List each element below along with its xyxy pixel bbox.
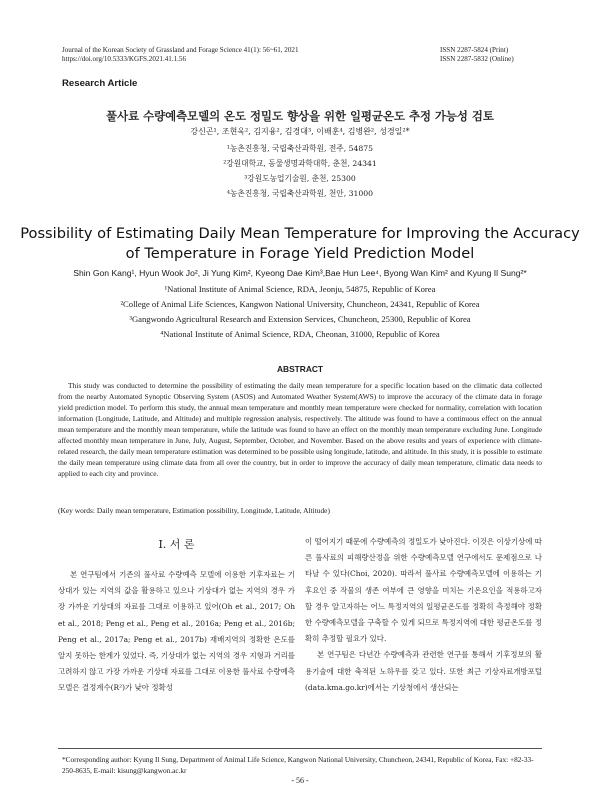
doi-link[interactable]: https://doi.org/10.5333/KGFS.2021.41.1.56 — [62, 55, 187, 64]
body-right-column — [305, 534, 542, 696]
korean-affiliation-3: ³강원도농업기술원, 춘천, 25300 — [244, 174, 356, 183]
body-paragraph: 이 떨어지기 때문에 수량예측의 정밀도가 낮아진다. 이것은 이상기상에 따른 풀사료의 피해량산정을 위한 수량예측모델 연구에서도 문제점으로 나타날 수 있다(Choi, 2020). 따라서 풀사료 수량예측모델에 이용하는 기후요인 중 작물의 생존 여부에 큰 영향을 미치는 기온요인을 적용하고자 할 경우 알고자하는 어느 특정지역의 일평균온도를 정확히 측정해야 정확한 수량예측모델을 구축할 수 있게 되므로 특정지역에 대한 평균온도를 정확히 추정할 필요가 있다. — [305, 537, 542, 644]
journal-header — [62, 46, 299, 65]
journal-citation: Journal of the Korean Society of Grassland and Forage Science 41(1): 56~61, 2021 — [62, 46, 299, 54]
body-paragraph: 본 연구팀은 다년간 수량예측과 관련한 연구를 통해서 기후정보의 활용기술에 대한 축적된 노하우를 갖고 있다. 또한 최근 기상자료개방포털(data.kma.go.kr)에서는 기상청에서 생산되는 — [305, 650, 542, 692]
body-left-column: 본 연구팀에서 기존의 풀사료 수량예측 모델에 이용한 기후자료는 기상대가 있는 지역의 값을 활용하고 있으나 기상대가 없는 지역의 경우 가장 가까운 기상대의 자료를 그대로 이용하고 있어(Oh et al., 2017; Oh et al., 2018; Peng et al., Peng et al., 2016a; Peng et al., 2016b; Peng et al., 2017a; Peng et al., 2017b) 재배지역의 정확한 온도를 알지 못하는 한계가 있었다. 즉, 기상대가 없는 지역의 경우 지형과 거리를 고려하지 않고 가장 가까운 기상대 자료를 그대로 이용한 풀사료 수량예측모델은 결정계수(R²)가 낮아 정확성 — [58, 570, 295, 693]
section-heading-introduction: Ⅰ. 서 론 — [158, 538, 195, 551]
corresponding-author-footnote: *Corresponding author: Kyung Il Sung, Department of Animal Life Science, Kangwon National University, Chuncheon, 24341, Republic of Korea, Fax: +82-33-250-8635, E-mail: kisung@kangwon.ac.kr — [62, 755, 534, 776]
issn-print: ISSN 2287-5824 (Print) — [440, 46, 509, 54]
english-affiliation-4: ⁴National Institute of Animal Science, RDA, Cheonan, 31000, Republic of Korea — [160, 329, 440, 339]
english-affiliation-2: ²College of Animal Life Sciences, Kangwon National University, Chuncheon, 24341, Republic of Korea — [120, 299, 480, 309]
english-title-line-2: of Temperature in Forage Yield Prediction Model — [125, 245, 475, 262]
korean-authors: 강신곤¹, 조현욱², 김지융², 김경대³, 이배훈⁴, 김병완², 성경일²* — [190, 127, 410, 136]
footnote-divider — [58, 748, 542, 749]
korean-affiliation-2: ²강원대학교, 동물생명과학대학, 춘천, 24341 — [223, 159, 377, 168]
english-affiliation-3: ³Gangwondo Agricultural Research and Extension Services, Chuncheon, 25300, Republic of Korea — [129, 314, 471, 324]
english-authors: Shin Gon Kang¹, Hyun Wook Jo², Ji Yung Kim², Kyeong Dae Kim³,Bae Hun Lee⁴, Byong Wan Kim² and Kyung Il Sung²* — [73, 268, 527, 278]
english-affiliation-1: ¹National Institute of Animal Science, RDA, Jeonju, 54875, Republic of Korea — [164, 284, 436, 294]
abstract-text: This study was conducted to determine the possibility of estimating the daily mean temperature for a specific location based on the climatic data collected from the nearby Automated Synoptic Observing System (ASOS) and Automated Weather System(AWS) to improve the accuracy of the climate data in forage yield prediction model. To perform this study, the annual mean temperature and monthly mean temperature were checked for normality, correlation with location information (Longitude, Latitude, and Altitude) and multiple regression analysis, respectively. The altitude was found to have a continuous effect on the annual mean temperature and the monthly mean temperature, while the latitude was found to have an effect on the monthly mean temperature excluding June. Longitude affected monthly mean temperature in June, July, August, September, October, and November. Based on the above results and years of experience with climate-related research, the daily mean temperature estimation was determined to be possible using longitude, latitude, and altitude. In this study, it is possible to estimate the daily mean temperature using climate data from all over the country, but in order to improve the accuracy of daily mean temperature, climatic data needs to applied to each city and province. — [58, 381, 542, 478]
page-number: - 56 - — [291, 776, 309, 785]
korean-affiliation-4: ⁴농촌진흥청, 국립축산과학원, 천안, 31000 — [226, 189, 374, 198]
korean-affiliation-1: ¹농촌진흥청, 국립축산과학원, 전주, 54875 — [226, 144, 374, 153]
korean-title: 풀사료 수량예측모델의 온도 정밀도 향상을 위한 일평균온도 추정 가능성 검토 — [106, 109, 494, 123]
english-title-line-1: Possibility of Estimating Daily Mean Temperature for Improving the Accuracy — [20, 225, 580, 242]
abstract-heading: ABSTRACT — [276, 364, 324, 374]
keywords: (Key words: Daily mean temperature, Estimation possibility, Longitude, Latitude, Altitude) — [58, 506, 330, 515]
issn-online: ISSN 2287-5832 (Online) — [440, 55, 514, 64]
issn-block — [440, 46, 514, 65]
article-type: Research Article — [62, 78, 138, 89]
